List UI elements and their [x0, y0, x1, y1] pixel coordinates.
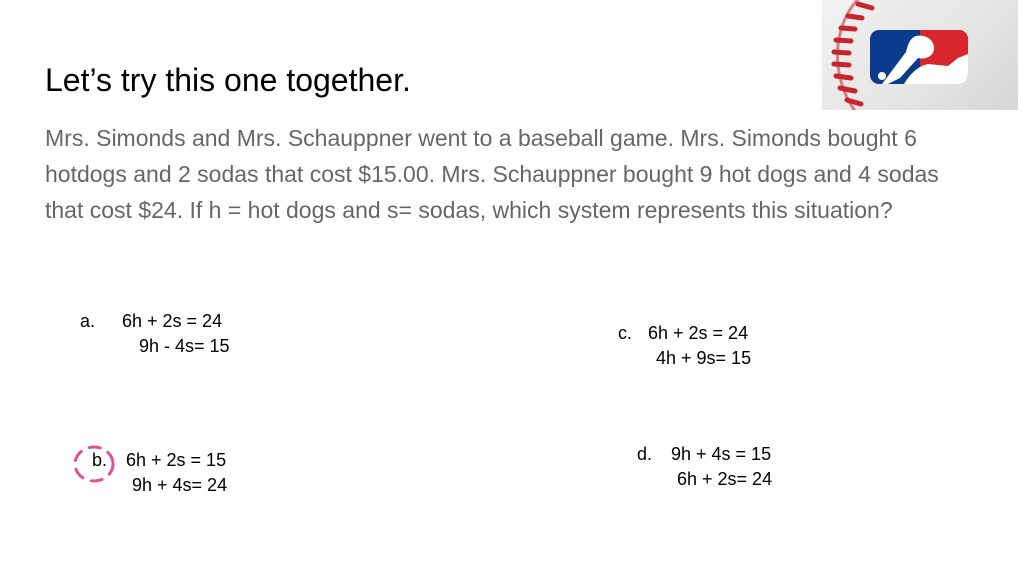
choice-c-equation-1: 6h + 2s = 24 [648, 323, 749, 343]
choice-b-equation-2: 9h + 4s= 24 [132, 475, 228, 495]
choice-a-equation-2: 9h - 4s= 15 [139, 336, 230, 356]
choice-a [80, 309, 230, 359]
choice-b-equation-1: 6h + 2s = 15 [126, 450, 227, 470]
choice-d-equation-2: 6h + 2s= 24 [677, 469, 773, 489]
choice-b [92, 448, 227, 498]
choice-c [618, 321, 751, 371]
choice-b-letter: b. [92, 450, 108, 470]
choice-a-equation-1: 6h + 2s = 24 [122, 311, 223, 331]
choice-d-letter: d. [637, 444, 653, 464]
choice-c-equation-2: 4h + 9s= 15 [656, 348, 752, 368]
choice-d-equation-1: 9h + 4s = 15 [671, 444, 772, 464]
choice-d [637, 442, 772, 492]
baseball-logo-image [822, 0, 1018, 110]
choice-a-letter: a. [80, 311, 96, 331]
mlb-logo-icon [870, 30, 968, 84]
choice-c-letter: c. [618, 323, 633, 343]
slide-title: Let’s try this one together. [45, 62, 411, 98]
problem-text: Mrs. Simonds and Mrs. Schauppner went to a baseball game. Mrs. Simonds bought 6 hotdogs and 2 sodas that cost $15.00. Mrs. Schauppner bought 9 hot dogs and 4 sodas that cost $24. If h = hot dogs and s= sodas, which system represents this situation? [45, 125, 939, 223]
